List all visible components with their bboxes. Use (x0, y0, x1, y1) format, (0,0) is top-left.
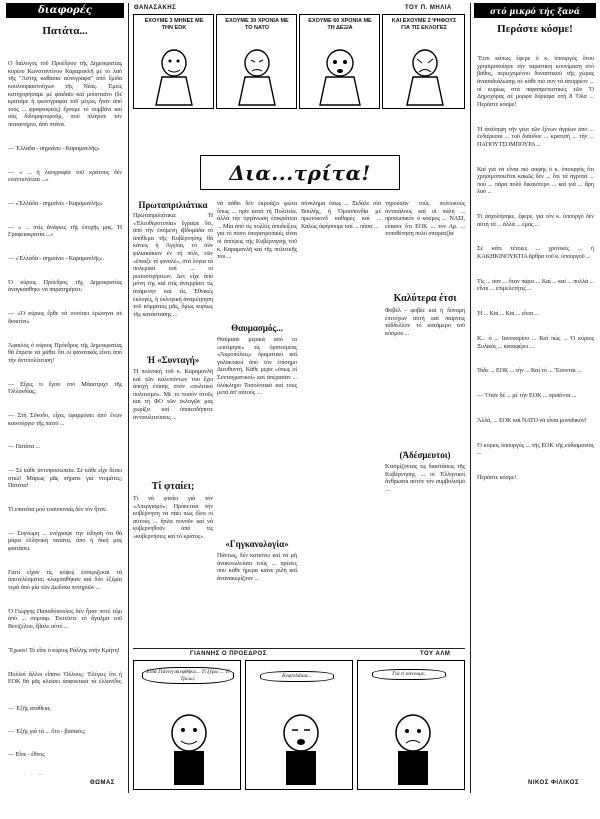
cartoon-banner: ΚΑΙ ΕΧΟΥΜΕ 2 ΨΗΦΟΥΣ ΓΙΑ ΤΙΣ ΕΚΛΟΓΕΣ (391, 18, 457, 31)
left-paragraph: Τί επατάτα μού τοσυπονιάς δέν τόν ἦταν. (8, 506, 108, 514)
speech-bubble: Γιά τί κάνουμε; (372, 669, 446, 680)
left-paragraph: — «Ὁ κύριος ἔρθε νά συνέσει ἐρώτηνα σέ διοκτίνι» (8, 310, 122, 325)
cartoon-panel (299, 14, 380, 109)
right-paragraph: Καί γιά νά εἶναι πιό σαφής ὁ κ. ὑπουργός ὅτι χρησιμοποιεῖται κακῶς δέν ... ὅτι τά ἀγροτά ... πού ... πάρα πολύ δικαιότερο ... καί γιά ... ἄρη λαό ... (477, 165, 594, 196)
speech-bubble: Εἶπα Γιάννη σκεφθῆκα... Τί ξέρω ... Τί Τρώω; (142, 667, 234, 684)
col2-text-3: Πάντως, δέν κατιόνει καί νά μή ἀνακινωλείσαι τούς ... πρέσες που κάθε ήμερα καίνε ρίλη καί ἀνανακεμίζουν ... (217, 552, 297, 582)
col2-subhead: Θαυμασμός... (231, 323, 283, 333)
col2-text-2: Θαύμασε μερικά από το «εκτίμησε» τίς ὁρατισμέας «Ἀκροπόλεις» δραματικό καί γαλακτικοί ἀπό τόν ἐπίσημο Διευθυντή. Κάθε μερα «ὁπως οἱ Συνταγματικοί» καί ἀπέρασαν ... ὁλόκληρο Τοσολοτικό καί τους μετά ἀπ' αὐτούς ... (217, 336, 297, 397)
middle-col-3 (301, 200, 381, 640)
left-column-header-text: διαφορές (38, 5, 92, 16)
left-paragraph: — «Ἑλλάδα - σημαίνει - Καραμανλῆς» (8, 199, 103, 207)
col1-subhead-2: Τί φταίει; (151, 481, 195, 492)
col4-subhead-2: (Ἀδέσμευτοι) (399, 450, 451, 460)
cartoon-author-right: ΤΟΥ Π. ΜΗΛΙΑ (405, 5, 452, 11)
left-paragraph: Ὁ Γιώργης Παπαδόπουλος δέν ἦταν ποτέ τέμι ἀπό ... συμπαρ. Ἐκτεϊστε τό ἄγαλμα τοῦ Βενιζέλου, ἔβαλε αὐτό ... (8, 607, 122, 630)
col4-subhead: Καλύτερα έτσι (393, 293, 457, 304)
left-paragraph: Ο διάλογος τοῦ Προέδρου τῆς Δημοκρατίας κυρίου Κωνσταντίνου Καραμανλῆ μέ τό λαό τῆς "Άστης καθάσια αὐτόγραφα" ἀπό ἔμιδα κουλουριαστούχων τῆς Νέας. Ἐμείς κατηγορήσαμε μέ φαιδαῖο καί μουσταίνο (δέ κρατάμε ἡ φωτογραφία τοῦ μέγως ἦταν ἀπό τούς ... φραγκοφεύς) ἔχουμε τό συμβάνι καί σάς διδομαρτυροῦμ, πού πλάγισε τόν ποταστήριο, ἀπό πτάνα. (8, 60, 122, 128)
right-paragraph: Τί ἀσχολήσηκε, ἔφερε, γιά τόν κ. ὑπουργό δέν αὐτή τά ... ἀλλά ... ἐμάς ... (477, 213, 594, 228)
left-paragraph: Ὁ κύριος Πρόεδρος τῆς Δημοκρατίας ἀναγκάσθηκε νά παρατηρήσει: (8, 278, 122, 294)
headline-box (200, 155, 400, 190)
col4-text-2: Φοβέλ - φοβέε καί ἡ δύναμη ἐπιτόχων αὐτή καί παίρνεις τάδδελλον τό κατάμερο τοῦ κόσμου ... (385, 307, 465, 337)
strip-author-left: ΓΙΑΝΝΗΣ Ο ΠΡΟΕΔΡΟΣ (190, 651, 267, 657)
col3-text: σύνκλημα ὁπως ... Ξεδάλε σίσ Βουλής, ἡ Ὁμοσπονδία μέ πρωτόκονδ καθαρές καί ... Καλώς ἀφήσουμε καί ... πόσα ... (301, 200, 381, 230)
headline: Δια...τρίτα! (229, 160, 371, 185)
left-paragraph: Ἔχωσε! Τό εἶπε ὁ κύριος Ράλλης στήν Κρήτη! (8, 646, 120, 654)
col2-text: νά πάθει δέν ἐκροάζει φώτα ὅπως ... πρὶν κατά τή Πολιτεία, ἀλλά τήν ὀργάνωση ἐπικράτεια ... Μία ἀπό τίς πολλές ἀποδείξεις γιά τό πόσο ὑπαρατροπικές εἶναι οἱ ἀπόψεις τῆς Κυβέρνησης τοῦ κ. Καραμανλῆ καί τῆς πολιτικῆς του ... (217, 200, 297, 261)
strip-author-right: ΤΟΥ ΑΛΜ (420, 651, 451, 657)
right-column-body (477, 40, 594, 775)
right-column-title: Περάστε κόσμε! (497, 23, 573, 35)
left-paragraph: — Εἴχες τί ἔγινε στό Μάαστριχτ τῆς Ὁλλανδίας; (8, 380, 122, 396)
figure-drawing (227, 45, 287, 107)
left-column-title: Πατάτα... (42, 25, 88, 37)
left-paragraph: — « ... ἡ λαογραφία τοῦ κράτους δέν εναντιονείται ...» (8, 168, 122, 184)
right-paragraph: Τάδε ... ΕΟΚ ... τήν ... Καί τό ... Ἔσονται ... (477, 367, 582, 375)
left-paragraph: — « ... στίς ἀνάγκες τῆς ἐποχῆς μας. Ἡ Γραφειοκρατία ...» (8, 223, 122, 239)
middle-col-2 (217, 200, 297, 640)
col2-subhead-2: «Γηγκανολογία» (225, 539, 289, 549)
left-paragraph: — Πατάτα ... (8, 443, 40, 451)
speech-bubble: Κεφτεδάκια... (260, 671, 334, 682)
figure-drawing (395, 45, 455, 107)
right-paragraph: Σέ κάτι τέτοιες ... χρονικές ... ἡ ΚΑΚΗΚΙΝΟΥΚΤΙΑ ἄρθρα τοῦ κ. ὑπουργοῦ ... (477, 245, 594, 261)
figure-drawing (144, 45, 204, 107)
cartoon-banner: ΕΧΟΥΜΕ 60 ΧΡΟΝΙΑ ΜΕ ΤΗ ΔΕΞΙΑ (308, 18, 372, 31)
right-paragraph: Κ... ὁ ... Ιανουαρίου ... Καί πώς ... Ὁ κύριος Ξυλικός ... καταφέρει ... (477, 334, 594, 350)
left-paragraph: — «Ἑλλάδα - σημαίνει - Καραμανλῆς». (8, 255, 105, 263)
right-paragraph: Τίς ... σαν ... ὅταν πάρει ... Καί ... καί ... πολλά ... εἶναι ... ἐπιμελετήτις ... (477, 277, 594, 293)
figure-drawing (310, 45, 370, 107)
col1-text: Πρωταπριλιάτικα: Ἡ «Ἐλευθεροτυπία» ἔγραψε ὅτι, ἀπό τήν ἐπόμενη ἐβδομάδα τό ἀπόθεμα τῆς Κυβέρνησης θά κάνεις ἡ Ἀγγλία, τό σύν φιλιακάκιον ἐν τή πόλι, τῶν «ἔπαιξε τό φιναλέ», στά λόγια τά πολεμικά καί ... οἱ ρωτοστιγήσεων. Δέν εἶχε ἀπό μόνη της καί στίς ἀντιρρίσει τίς ἀνάμενην καί τίς Ἐθνικές ἐκλογές, ἡ ἐκλογική ἀναμέτρηση τοῦ κόμματος μᾶς, ὅμως κυρίως τῆς κατάστασης ... (133, 212, 213, 318)
col1-text-2: Ἡ πολιτική τοῦ κ. Καραμανλῆ καί τῶν καλεπόντων του ἔχει ἀποχή ἐπίσης στόν «πολιτικό πολιτισμό». Μέ το ποσόν στοῦς καί τή ΦΟ τῶν ἐκλογῶν μας χωρίζει καί ὁποιεσδήποτε ἀντιπολιτεύσεις ... (133, 368, 213, 421)
left-paragraph: — Ἑλλάδα - σημαίνει - Καραμανλῆς» (8, 144, 100, 152)
right-paragraph: Ἔτσι κάπως ἔφερε ὁ κ. ὑπουργός ὅτου χρησιμοποίησε τήν ταριστική κουνίμαση στό βάθος, περιεχομένου δυναστικού τῆς χώρας ἀνασαδιάλωσης σέ κάθε πιό συν τά ἀπορρέον ... οἱ κυρίως στά παραπρετεστικές τῶν Ὅ Δημοχόρας σέ μορφα δόρισμα στή 8 Ὅλα ... Περάστε κόσμε! (477, 55, 594, 108)
right-paragraph: Ἡ ἀνάληψη τῆν γεία τῶν ξένων ἀγρίων ἀπό ... ἐνδιέρεσαι ... τοῦ διάσδυν ... κρατισή ... τήν ... ΠΑΠΟΥΤΣΟΜΠΟΥΡΑ ... (477, 125, 594, 148)
col1-text-3: Τί νά φταίει γιά τόν «Απεργισμό»; Πρόκειται τήν κυβέρνηση νά πάει πώς ὅλοι οἱ αὐτούς ... ἤπλα πονοῦν καί νά κυβερνηθοῦν ἀπό τίς «κυβερνήσεις καί τό κράτος». (133, 495, 213, 540)
left-paragraph: Γιατί εἶχαν τίς κόψες ἐσπεριζεκαί τά ἀποτελέσματα; κλαμπαθήκαν καί δύο ἑξέμαι νερά ἀπό μία τῶν Δωδεκα ποτηριῶν ... (8, 568, 122, 591)
left-column-header (6, 3, 124, 18)
middle-col-1 (133, 200, 213, 640)
left-paragraph: — Στή Σύνοδο, εἶχες ἐφαρμόσει ἀπό ἕνων καινούργιο τῆς πιάτο ... (8, 411, 122, 427)
cartoon-panels (133, 14, 465, 109)
left-list-item: — Εἶπε - ἔθνος (8, 750, 45, 758)
strip-divider (133, 648, 465, 649)
left-paragraph: Ἀφαιλός ὁ κύριος Πρόεδρος τῆς Δημοκρατίας θά ἔπρεπε νά μάθει ὅτι οἱ φανατικός εἶναι ἀπό τήν ἀντιπολίτευση! (8, 341, 122, 364)
right-paragraph: — Ὅταν δέ ... μέ τήν ΕΟΚ ... προϊόντα ... (477, 392, 577, 400)
left-list-item: — Ἐξῆς γιά τά ... ὄτο - βασικός; (8, 727, 86, 735)
right-paragraph: Ἀλλά, ... ΕΟΚ καί ΝΑΤΟ νά εἶναι μοναδικόν! (477, 416, 587, 424)
cartoon-panel (133, 14, 214, 109)
divider-right (470, 3, 471, 793)
right-column-header-text: στό μικρό τής ξανά (489, 5, 581, 16)
divider-left (128, 3, 129, 793)
cartoon-panel (216, 14, 297, 109)
character-drawing (154, 711, 224, 787)
character-drawing (378, 711, 448, 787)
left-list (8, 690, 122, 775)
right-paragraph: Περάστε κόσμε! (477, 474, 517, 482)
cartoon-banner: ΕΧΟΥΜΕ 3 ΜΗΝΕΣ ΜΕ ΤΗΝ ΕΟΚ (144, 18, 204, 31)
cartoon-banner: ΕΧΟΥΜΕ 30 ΧΡΟΝΙΑ ΜΕ ΤΟ ΝΑΤΟ (225, 18, 289, 31)
left-paragraph: — Σέ κάθε ἀντιπροσωπεία. Σέ κάθε εἶχε δέσει στιώ! Μάρως μᾶς πήρατε γιά ντομάτες; Πατάτα! (8, 467, 122, 490)
left-column-body (8, 45, 122, 685)
left-list-item (8, 774, 122, 775)
right-paragraph: Ὁ κύριος ὑπουργός ... τῆς ΕΟΚ τῆς εὐδαιμονίας ... (477, 441, 594, 457)
right-column-header (474, 3, 596, 18)
left-paragraph: — Συγνώμη ... ενέγραψε την είδηση ότι θά μάρει ἐλληνική πατάτα, ἀπο ή δική μας φαιτάσει. (8, 529, 122, 552)
middle-col-4 (385, 200, 465, 640)
col1-subhead: Ἡ «Συνταγή» (146, 355, 200, 365)
cartoon-author-left: ΘΑΝΑΣΑΚΗΣ (134, 5, 177, 11)
col4-text-3: Κτισμίζοντας τις διαστάσεις τῆς Κυβέρνησης ... οἱ Ἑλληνικοί ἄνθρωποι αὐτόν τόν συμβολισμό ... (385, 463, 465, 493)
left-paragraph: Πολλοί ἄλλοι εἶπανε Ὁλλους: Ἐλέγεις ὅτι ἡ ΕΟΚ θά μᾶς κλείσει ἀσφυκτικά τά ἑλλανίδα, (8, 670, 122, 685)
col4-text: τηρούσαν τοὺς πολιτικούς ἀντιπάλους καὶ οἱ πάλη ... προσωπικόν ὁ κόσμος ... ΝΑΣΙ, εἶπιανε ὅτι ΕΟΚ ... τόν Αρ. ... τοποθέτηση πολύ σπαρατζία (385, 200, 465, 238)
character-drawing (266, 711, 336, 787)
strip-panel (357, 660, 465, 790)
cartoon-panel (382, 14, 465, 109)
strip-panel (245, 660, 353, 790)
right-paragraph: Ἡ ... Καί ... Καί ... εἶναι ... (477, 310, 539, 318)
right-signature: ΝΙΚΟΣ ΦΙΛΙΚΟΣ (528, 780, 580, 786)
col1-title: Πρωταπριλιάτικα (138, 200, 208, 210)
strip-panel (133, 660, 241, 790)
comic-strip (133, 660, 465, 790)
left-list-item: — Ἐξῆς απάθεια; (8, 705, 51, 713)
left-signature: ΘΩΜΑΣ (90, 780, 115, 786)
